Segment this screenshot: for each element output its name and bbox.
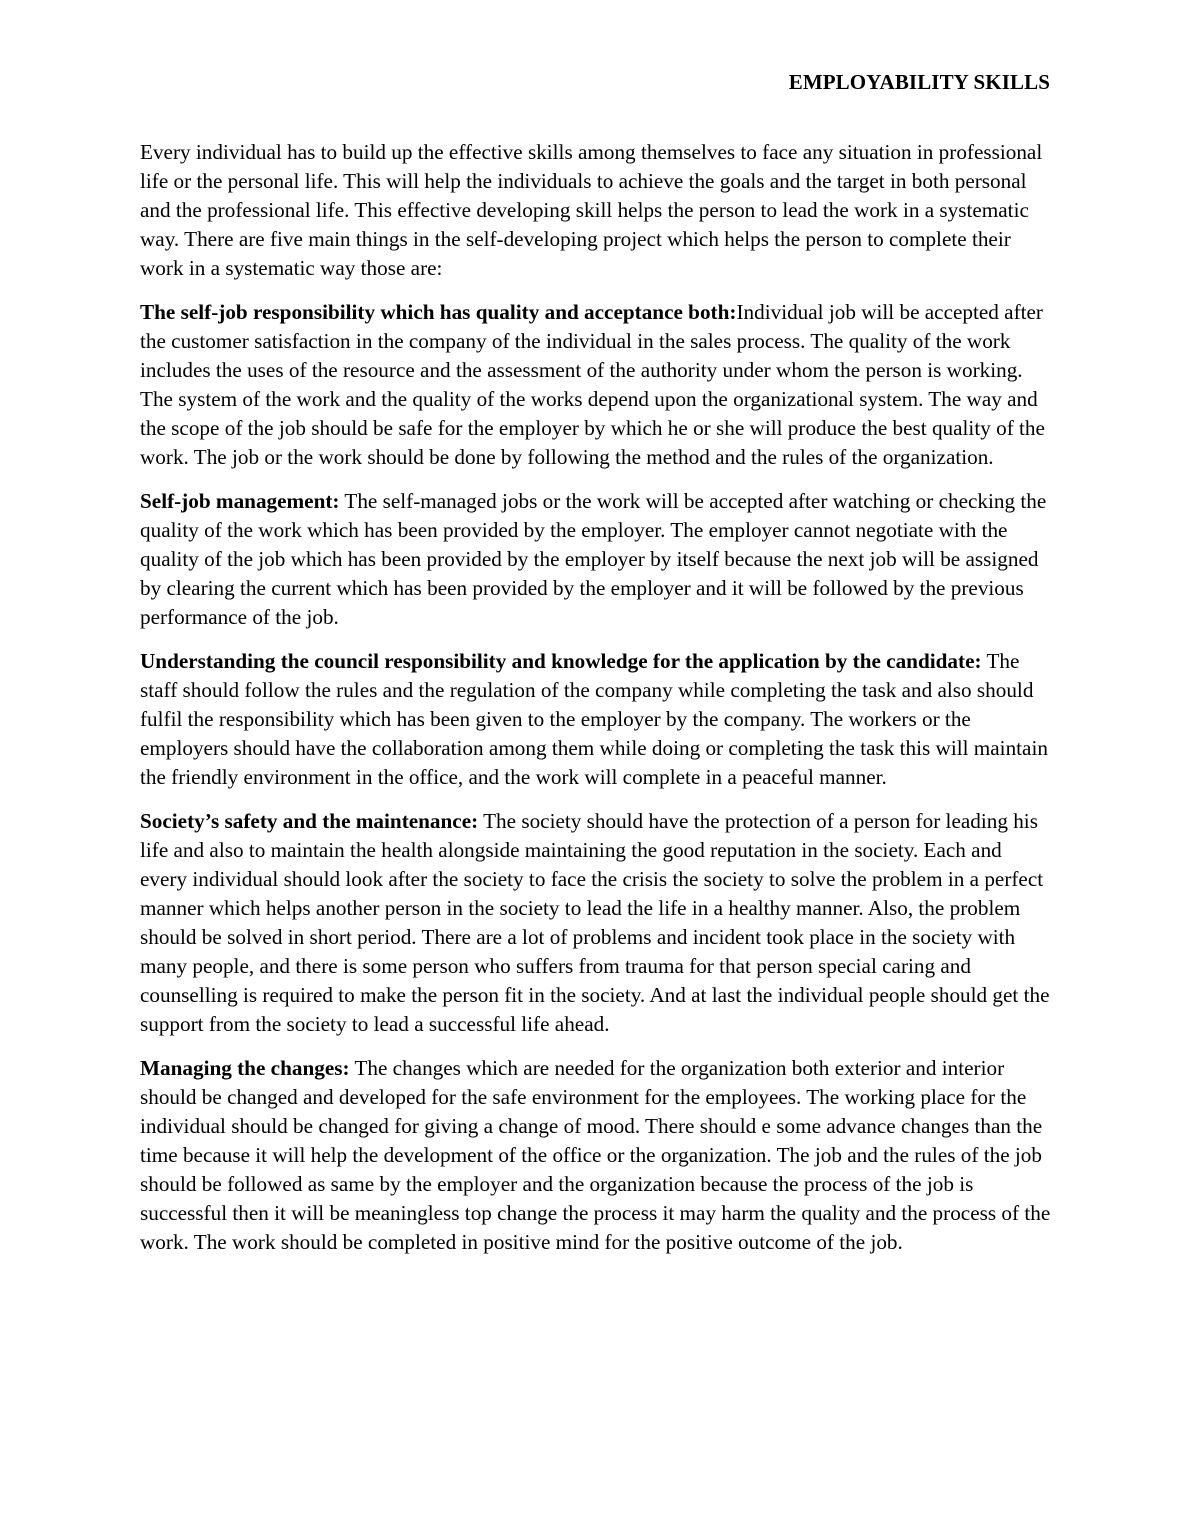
section-managing-changes <box>140 1054 1052 1257</box>
section-text: The changes which are needed for the organization both exterior and interior should be changed and developed for the safe environment for the employees. The working place for the individual should be changed for giving a change of mood. There should e some advance changes than the time because it will help the development of the office or the organization. The job and the rules of the job should be followed as same by the employer and the organization because the process of the job is successful then it will be meaningless top change the process it may harm the quality and the process of the work. The work should be completed in positive mind for the positive outcome of the job. <box>140 1056 1051 1254</box>
section-text: The self-managed jobs or the work will be accepted after watching or checking the quality of the work which has been provided by the employer. The employer cannot negotiate with the quality of the job which has been provided by the employer by itself because the next job will be assigned by clearing the current which has been provided by the employer and it will be followed by the previous performance of the job. <box>140 489 1047 629</box>
section-self-job-management <box>140 487 1052 632</box>
section-society-safety <box>140 807 1052 1039</box>
section-heading: The self-job responsibility which has quality and acceptance both: <box>140 300 737 324</box>
page-header-title: EMPLOYABILITY SKILLS <box>788 70 1050 94</box>
section-heading: Society’s safety and the maintenance: <box>140 809 479 833</box>
section-heading: Managing the changes: <box>140 1056 350 1080</box>
intro-paragraph: Every individual has to build up the effective skills among themselves to face any situation in professional life or the personal life. This will help the individuals to achieve the goals and the target in both personal and the professional life. This effective developing skill helps the person to lead the work in a systematic way. There are five main things in the self-developing project which helps the person to complete their work in a systematic way those are: <box>140 140 1043 280</box>
section-heading: Self-job management: <box>140 489 340 513</box>
document-body <box>140 138 1052 1272</box>
section-text: The society should have the protection of a person for leading his life and also to maintain the health alongside maintaining the good reputation in the society. Each and every individual should look after the society to face the crisis the society to solve the problem in a perfect manner which helps another person in the society to lead the life in a healthy manner. Also, the problem should be solved in short period. There are a lot of problems and incident took place in the society with many people, and there is some person who suffers from trauma for that person special caring and counselling is required to make the person fit in the society. And at last the individual people should get the support from the society to lead a successful life ahead. <box>140 809 1050 1036</box>
section-text: The staff should follow the rules and the regulation of the company while completing the task and also should fulfil the responsibility which has been given to the employer by the company. The workers or the employers should have the collaboration among them while doing or completing the task this will maintain the friendly environment in the office, and the work will complete in a peaceful manner. <box>140 649 1048 789</box>
section-text: Individual job will be accepted after the customer satisfaction in the company of the individual in the sales process. The quality of the work includes the uses of the resource and the assessment of the authority under whom the person is working. The system of the work and the quality of the works depend upon the organizational system. The way and the scope of the job should be safe for the employer by which he or she will produce the best quality of the work. The job or the work should be done by following the method and the rules of the organization. <box>140 300 1045 469</box>
section-council-responsibility <box>140 647 1052 792</box>
section-quality-acceptance <box>140 298 1052 472</box>
section-heading: Understanding the council responsibility and knowledge for the application by the candidate: <box>140 649 982 673</box>
